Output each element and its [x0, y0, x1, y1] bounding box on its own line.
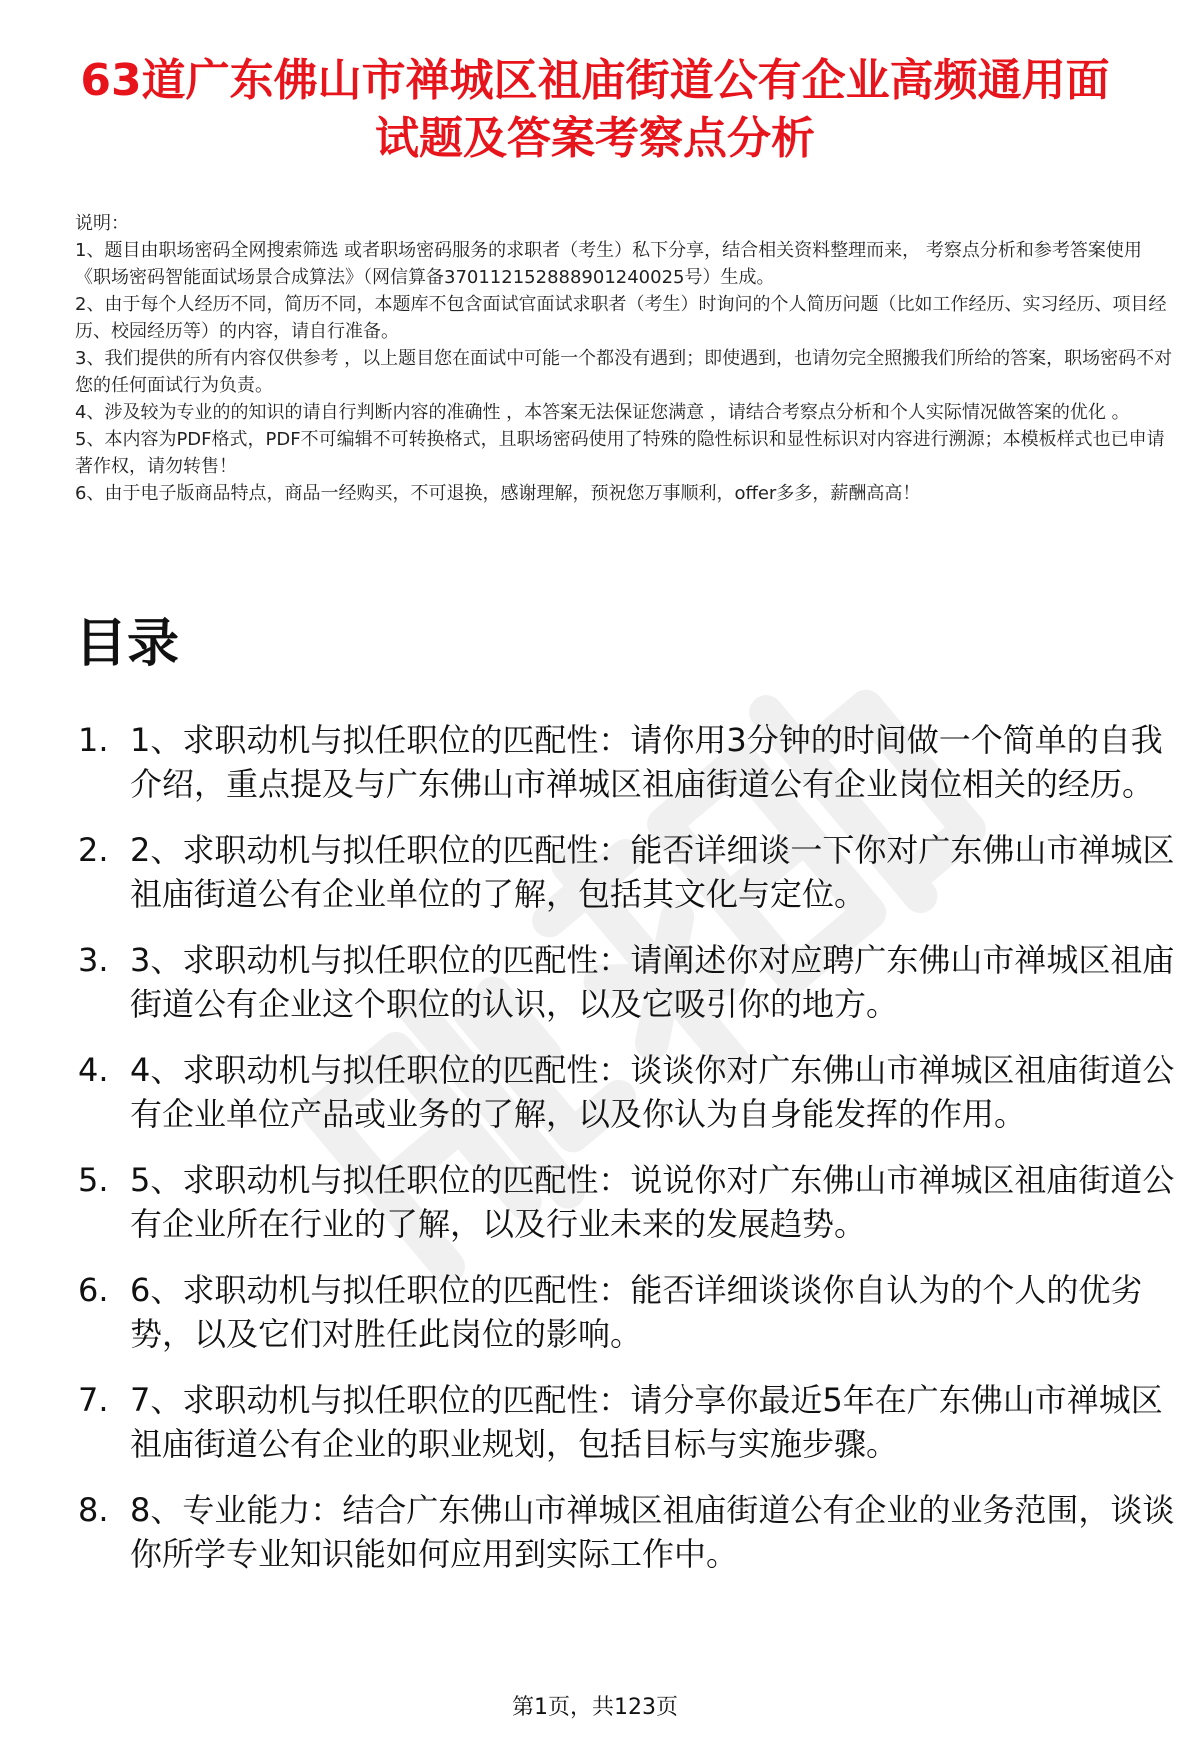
toc-item-text[interactable]: 8、专业能力：结合广东佛山市禅城区祖庙街道公有企业的业务范围，谈谈你所学专业知识能如何应用到实际工作中。	[130, 1491, 1175, 1573]
toc-item[interactable]	[78, 1378, 1178, 1466]
toc-item-text[interactable]: 3、求职动机与拟任职位的匹配性：请阐述你对应聘广东佛山市禅城区祖庙街道公有企业这个职位的认识，以及它吸引你的地方。	[130, 941, 1175, 1023]
toc-item-number: 7.	[78, 1381, 109, 1419]
toc-item[interactable]	[78, 828, 1178, 916]
toc-item-text[interactable]: 1、求职动机与拟任职位的匹配性：请你用3分钟的时间做一个简单的自我介绍，重点提及与广东佛山市禅城区祖庙街道公有企业岗位相关的经历。	[130, 721, 1163, 803]
note-item: 5、本内容为PDF格式，PDF不可编辑不可转换格式，且职场密码使用了特殊的隐性标识和显性标识对内容进行溯源；本模板样式也已申请著作权，请勿转售！	[75, 429, 1165, 477]
disclaimer-notes	[75, 210, 1175, 507]
toc-item[interactable]	[78, 718, 1178, 806]
toc-item-text[interactable]: 7、求职动机与拟任职位的匹配性：请分享你最近5年在广东佛山市禅城区祖庙街道公有企业的职业规划，包括目标与实施步骤。	[130, 1381, 1163, 1463]
toc-item-number: 8.	[78, 1491, 109, 1529]
note-item: 6、由于电子版商品特点，商品一经购买，不可退换，感谢理解，预祝您万事顺利，offer多多，薪酬高高！	[75, 483, 921, 504]
toc-item-number: 2.	[78, 831, 109, 869]
toc-item-number: 5.	[78, 1161, 109, 1199]
toc-item-text[interactable]: 6、求职动机与拟任职位的匹配性：能否详细谈谈你自认为的个人的优劣势，以及它们对胜任此岗位的影响。	[130, 1271, 1143, 1353]
toc-item[interactable]	[78, 1268, 1178, 1356]
toc-item[interactable]	[78, 938, 1178, 1026]
toc-item[interactable]	[78, 1158, 1178, 1246]
note-item: 3、我们提供的所有内容仅供参考 ，以上题目您在面试中可能一个都没有遇到；即使遇到，也请勿完全照搬我们所给的答案，职场密码不对您的任何面试行为负责。	[75, 348, 1173, 396]
toc-item-number: 4.	[78, 1051, 109, 1089]
toc-item-number: 3.	[78, 941, 109, 979]
toc-list	[78, 718, 1178, 1598]
toc-item-number: 1.	[78, 721, 109, 759]
toc-item[interactable]	[78, 1048, 1178, 1136]
page-title: 63道广东佛山市禅城区祖庙街道公有企业高频通用面试题及答案考察点分析	[80, 55, 1110, 164]
toc-item-text[interactable]: 5、求职动机与拟任职位的匹配性：说说你对广东佛山市禅城区祖庙街道公有企业所在行业的了解，以及行业未来的发展趋势。	[130, 1161, 1175, 1243]
toc-item-text[interactable]: 2、求职动机与拟任职位的匹配性：能否详细谈一下你对广东佛山市禅城区祖庙街道公有企业单位的了解，包括其文化与定位。	[130, 831, 1175, 913]
note-item: 1、题目由职场密码全网搜索筛选 或者职场密码服务的求职者（考生）私下分享，结合相关资料整理而来， 考察点分析和参考答案使用《职场密码智能面试场景合成算法》（网信算备370112152888901240025号）生成。	[75, 240, 1142, 288]
note-item: 4、涉及较为专业的的知识的请自行判断内容的准确性 ，本答案无法保证您满意 ，请结合考察点分析和个人实际情况做答案的优化 。	[75, 402, 1130, 423]
note-item: 2、由于每个人经历不同，简历不同，本题库不包含面试官面试求职者（考生）时询问的个人简历问题（比如工作经历、实习经历、项目经历、校园经历等）的内容，请自行准备。	[75, 294, 1167, 342]
notes-heading: 说明：	[75, 213, 129, 234]
toc-heading: 目录	[75, 614, 180, 674]
toc-item-text[interactable]: 4、求职动机与拟任职位的匹配性：谈谈你对广东佛山市禅城区祖庙街道公有企业单位产品或业务的了解，以及你认为自身能发挥的作用。	[130, 1051, 1175, 1133]
toc-item[interactable]	[78, 1488, 1178, 1576]
page-footer: 第1页，共123页	[512, 1695, 678, 1720]
toc-item-number: 6.	[78, 1271, 109, 1309]
